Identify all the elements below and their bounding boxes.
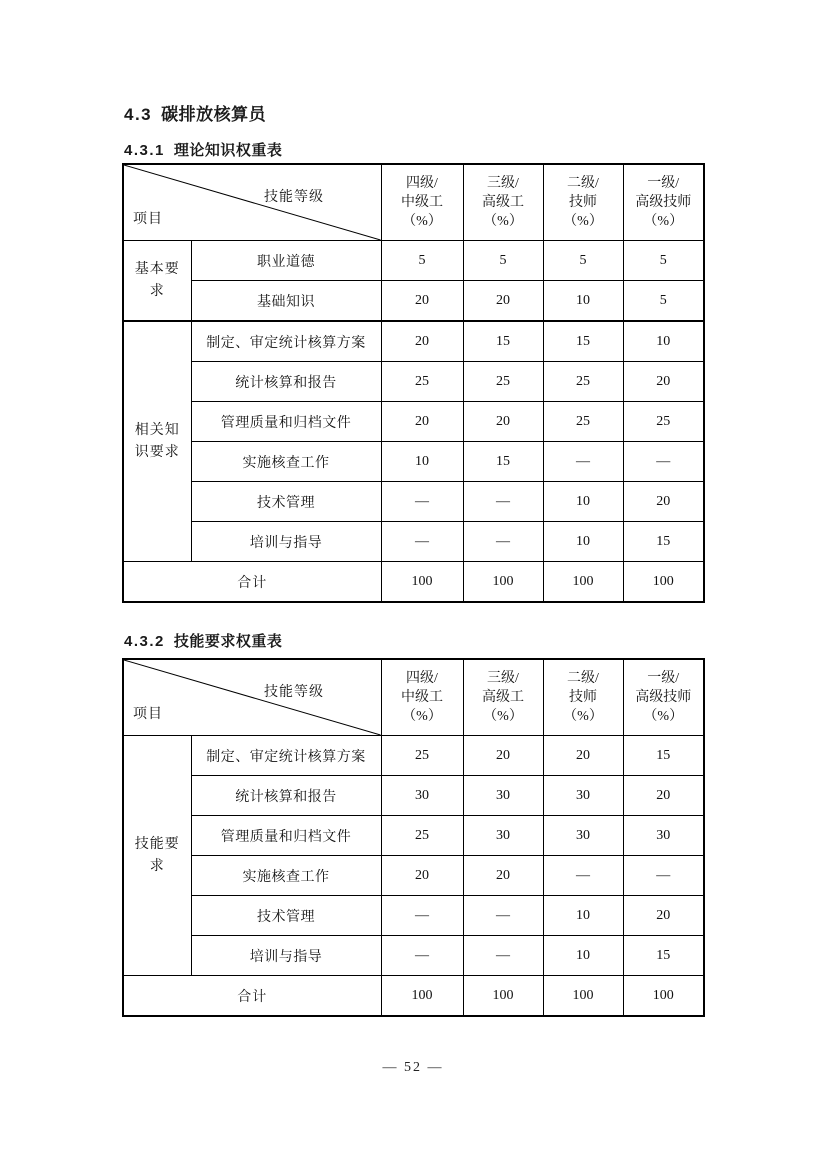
- total-value-cell: 100: [623, 562, 704, 603]
- total-value-cell: 100: [543, 976, 623, 1017]
- value-cell: 30: [381, 776, 463, 816]
- total-value-cell: 100: [463, 562, 543, 603]
- column-header: 一级/ 高级技师 （%）: [623, 164, 704, 241]
- total-value-cell: 100: [463, 976, 543, 1017]
- table1-title: [124, 139, 282, 160]
- table1-title-text: 理论知识权重表: [173, 142, 283, 159]
- value-cell: —: [463, 522, 543, 562]
- row-label-cell: 统计核算和报告: [191, 776, 381, 816]
- value-cell: 5: [543, 241, 623, 281]
- value-cell: 10: [543, 281, 623, 322]
- section-heading: [124, 100, 266, 125]
- value-cell: 25: [381, 816, 463, 856]
- group-label-cell: 技能要 求: [123, 736, 191, 976]
- row-label-cell: 技术管理: [191, 482, 381, 522]
- value-cell: —: [543, 856, 623, 896]
- corner-cell: [123, 164, 381, 241]
- table-row: [123, 856, 704, 896]
- value-cell: 15: [463, 321, 543, 362]
- table-row: [123, 776, 704, 816]
- value-cell: 20: [543, 736, 623, 776]
- value-cell: —: [381, 896, 463, 936]
- table1-number: 4.3.1: [124, 142, 165, 159]
- value-cell: 25: [381, 736, 463, 776]
- table-row: [123, 816, 704, 856]
- total-value-cell: 100: [381, 562, 463, 603]
- value-cell: 5: [623, 281, 704, 322]
- total-label-cell: 合计: [123, 562, 381, 603]
- theory-knowledge-weight-table: [122, 163, 705, 603]
- row-label-cell: 实施核查工作: [191, 856, 381, 896]
- value-cell: —: [463, 482, 543, 522]
- row-label-cell: 培训与指导: [191, 936, 381, 976]
- row-label-cell: 基础知识: [191, 281, 381, 322]
- value-cell: 10: [381, 442, 463, 482]
- total-value-cell: 100: [623, 976, 704, 1017]
- value-cell: 15: [543, 321, 623, 362]
- table-row: [123, 442, 704, 482]
- value-cell: —: [463, 936, 543, 976]
- value-cell: 30: [463, 776, 543, 816]
- value-cell: 20: [623, 896, 704, 936]
- value-cell: —: [381, 936, 463, 976]
- table-row: [123, 482, 704, 522]
- diagonal-line: [124, 165, 381, 240]
- value-cell: 15: [623, 522, 704, 562]
- value-cell: 30: [463, 816, 543, 856]
- column-header: 四级/ 中级工 （%）: [381, 659, 463, 736]
- total-value-cell: 100: [381, 976, 463, 1017]
- page-number: — 52 —: [382, 1060, 444, 1075]
- table-row: [123, 362, 704, 402]
- value-cell: —: [543, 442, 623, 482]
- value-cell: 15: [623, 936, 704, 976]
- table-row: [123, 736, 704, 776]
- value-cell: 20: [381, 321, 463, 362]
- skill-requirement-weight-table: [122, 658, 705, 1017]
- value-cell: 20: [623, 482, 704, 522]
- table-header-row: [123, 659, 704, 736]
- value-cell: 10: [623, 321, 704, 362]
- row-label-cell: 制定、审定统计核算方案: [191, 736, 381, 776]
- corner-skill-level-label: 技能等级: [264, 685, 324, 700]
- value-cell: 5: [381, 241, 463, 281]
- value-cell: —: [381, 522, 463, 562]
- total-row: [123, 562, 704, 603]
- value-cell: 15: [463, 442, 543, 482]
- row-label-cell: 培训与指导: [191, 522, 381, 562]
- value-cell: 30: [543, 776, 623, 816]
- value-cell: —: [381, 482, 463, 522]
- value-cell: 10: [543, 896, 623, 936]
- value-cell: 20: [463, 736, 543, 776]
- section-title-text: 碳排放核算员: [161, 105, 267, 124]
- value-cell: 5: [623, 241, 704, 281]
- value-cell: 20: [623, 776, 704, 816]
- value-cell: 25: [543, 402, 623, 442]
- group-label-cell: 相关知 识要求: [123, 321, 191, 562]
- table-row: [123, 896, 704, 936]
- value-cell: 20: [463, 281, 543, 322]
- table2-title: [124, 630, 282, 651]
- corner-item-label: 项目: [133, 707, 163, 722]
- table-row: [123, 936, 704, 976]
- section-number: 4.3: [124, 105, 153, 124]
- column-header: 三级/ 高级工 （%）: [463, 164, 543, 241]
- total-value-cell: 100: [543, 562, 623, 603]
- table-row: [123, 402, 704, 442]
- value-cell: 20: [381, 402, 463, 442]
- row-label-cell: 实施核查工作: [191, 442, 381, 482]
- total-label-cell: 合计: [123, 976, 381, 1017]
- row-label-cell: 技术管理: [191, 896, 381, 936]
- value-cell: 25: [623, 402, 704, 442]
- row-label-cell: 管理质量和归档文件: [191, 816, 381, 856]
- column-header: 二级/ 技师 （%）: [543, 659, 623, 736]
- value-cell: —: [463, 896, 543, 936]
- value-cell: 10: [543, 522, 623, 562]
- table2-title-text: 技能要求权重表: [173, 633, 283, 650]
- value-cell: 20: [463, 402, 543, 442]
- value-cell: 25: [381, 362, 463, 402]
- value-cell: 30: [543, 816, 623, 856]
- column-header: 四级/ 中级工 （%）: [381, 164, 463, 241]
- value-cell: 20: [623, 362, 704, 402]
- skill-requirement-table-container: [122, 658, 705, 1017]
- value-cell: 20: [381, 281, 463, 322]
- value-cell: 10: [543, 482, 623, 522]
- corner-cell: [123, 659, 381, 736]
- value-cell: 20: [463, 856, 543, 896]
- value-cell: 30: [623, 816, 704, 856]
- table-row: [123, 281, 704, 322]
- value-cell: 5: [463, 241, 543, 281]
- table2-number: 4.3.2: [124, 633, 165, 650]
- column-header: 一级/ 高级技师 （%）: [623, 659, 704, 736]
- value-cell: —: [623, 442, 704, 482]
- corner-skill-level-label: 技能等级: [264, 190, 324, 205]
- value-cell: 15: [623, 736, 704, 776]
- column-header: 三级/ 高级工 （%）: [463, 659, 543, 736]
- table-row: [123, 241, 704, 281]
- row-label-cell: 制定、审定统计核算方案: [191, 321, 381, 362]
- row-label-cell: 管理质量和归档文件: [191, 402, 381, 442]
- group-label-cell: 基本要 求: [123, 241, 191, 322]
- table-row: [123, 321, 704, 362]
- value-cell: —: [623, 856, 704, 896]
- value-cell: 25: [463, 362, 543, 402]
- theory-knowledge-table-container: [122, 163, 705, 603]
- value-cell: 10: [543, 936, 623, 976]
- value-cell: 25: [543, 362, 623, 402]
- row-label-cell: 职业道德: [191, 241, 381, 281]
- row-label-cell: 统计核算和报告: [191, 362, 381, 402]
- table-row: [123, 522, 704, 562]
- column-header: 二级/ 技师 （%）: [543, 164, 623, 241]
- value-cell: 20: [381, 856, 463, 896]
- corner-item-label: 项目: [133, 212, 163, 227]
- diagonal-line: [124, 660, 381, 735]
- total-row: [123, 976, 704, 1017]
- table-header-row: [123, 164, 704, 241]
